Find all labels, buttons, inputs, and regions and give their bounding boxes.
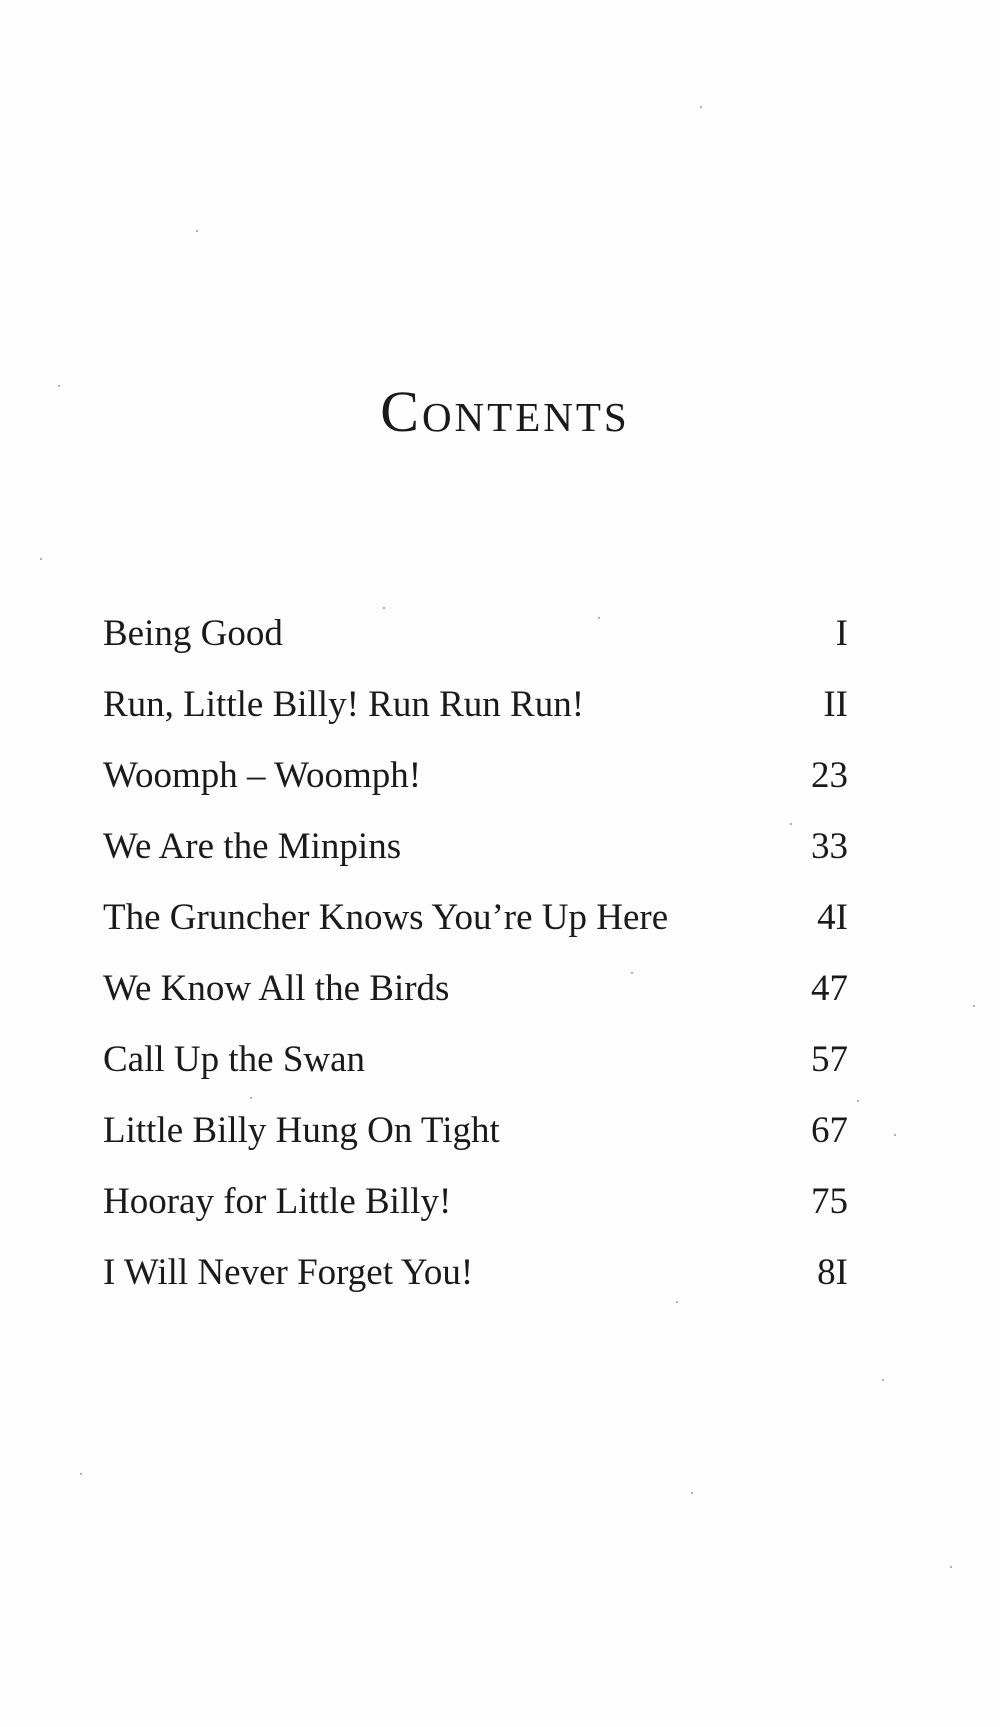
toc-entry-page: 67 xyxy=(811,1110,848,1151)
toc-entry-page: 4I xyxy=(817,897,848,938)
toc-entry-title: Woomph – Woomph! xyxy=(103,755,422,796)
print-speck xyxy=(631,972,633,974)
print-speck xyxy=(691,1492,693,1494)
toc-entry-title: Run, Little Billy! Run Run Run! xyxy=(103,684,585,725)
toc-entry-title: I Will Never Forget You! xyxy=(103,1252,474,1293)
table-of-contents xyxy=(103,612,848,1322)
toc-entry-page: 8I xyxy=(817,1252,848,1293)
print-speck xyxy=(250,1097,252,1099)
toc-entry-page: 33 xyxy=(811,826,848,867)
toc-entry-page: I xyxy=(835,613,848,654)
print-speck xyxy=(882,1379,884,1381)
toc-entry-title: Little Billy Hung On Tight xyxy=(103,1110,500,1151)
toc-entry xyxy=(103,896,848,967)
toc-entry-page: 47 xyxy=(811,968,848,1009)
print-speck xyxy=(950,1566,952,1568)
toc-entry xyxy=(103,1251,848,1322)
toc-entry-title: We Are the Minpins xyxy=(103,826,402,867)
toc-entry xyxy=(103,1109,848,1180)
print-speck xyxy=(857,1100,859,1102)
toc-entry-title: The Gruncher Knows You’re Up Here xyxy=(103,897,669,938)
toc-entry-page: 75 xyxy=(811,1181,848,1222)
print-speck xyxy=(973,1005,975,1007)
toc-entry xyxy=(103,967,848,1038)
print-speck xyxy=(40,558,42,560)
toc-entry-title: Hooray for Little Billy! xyxy=(103,1181,452,1222)
toc-entry xyxy=(103,754,848,825)
print-speck xyxy=(790,823,792,825)
toc-entry-page: 23 xyxy=(811,755,848,796)
print-speck xyxy=(58,385,60,387)
toc-entry xyxy=(103,1180,848,1251)
toc-entry-page: II xyxy=(823,684,848,725)
toc-entry-page: 57 xyxy=(811,1039,848,1080)
print-speck xyxy=(383,607,385,609)
print-speck xyxy=(598,617,600,619)
toc-entry xyxy=(103,683,848,754)
print-speck xyxy=(894,1134,896,1136)
toc-entry xyxy=(103,825,848,896)
page-title: Contents xyxy=(380,379,630,444)
print-speck xyxy=(676,1301,678,1303)
toc-entry-title: Call Up the Swan xyxy=(103,1039,366,1080)
print-speck xyxy=(80,1473,82,1475)
toc-entry xyxy=(103,1038,848,1109)
toc-entry-title: We Know All the Birds xyxy=(103,968,450,1009)
print-speck xyxy=(700,106,702,108)
toc-entry-title: Being Good xyxy=(103,613,283,654)
print-speck xyxy=(196,230,198,232)
toc-entry xyxy=(103,612,848,683)
